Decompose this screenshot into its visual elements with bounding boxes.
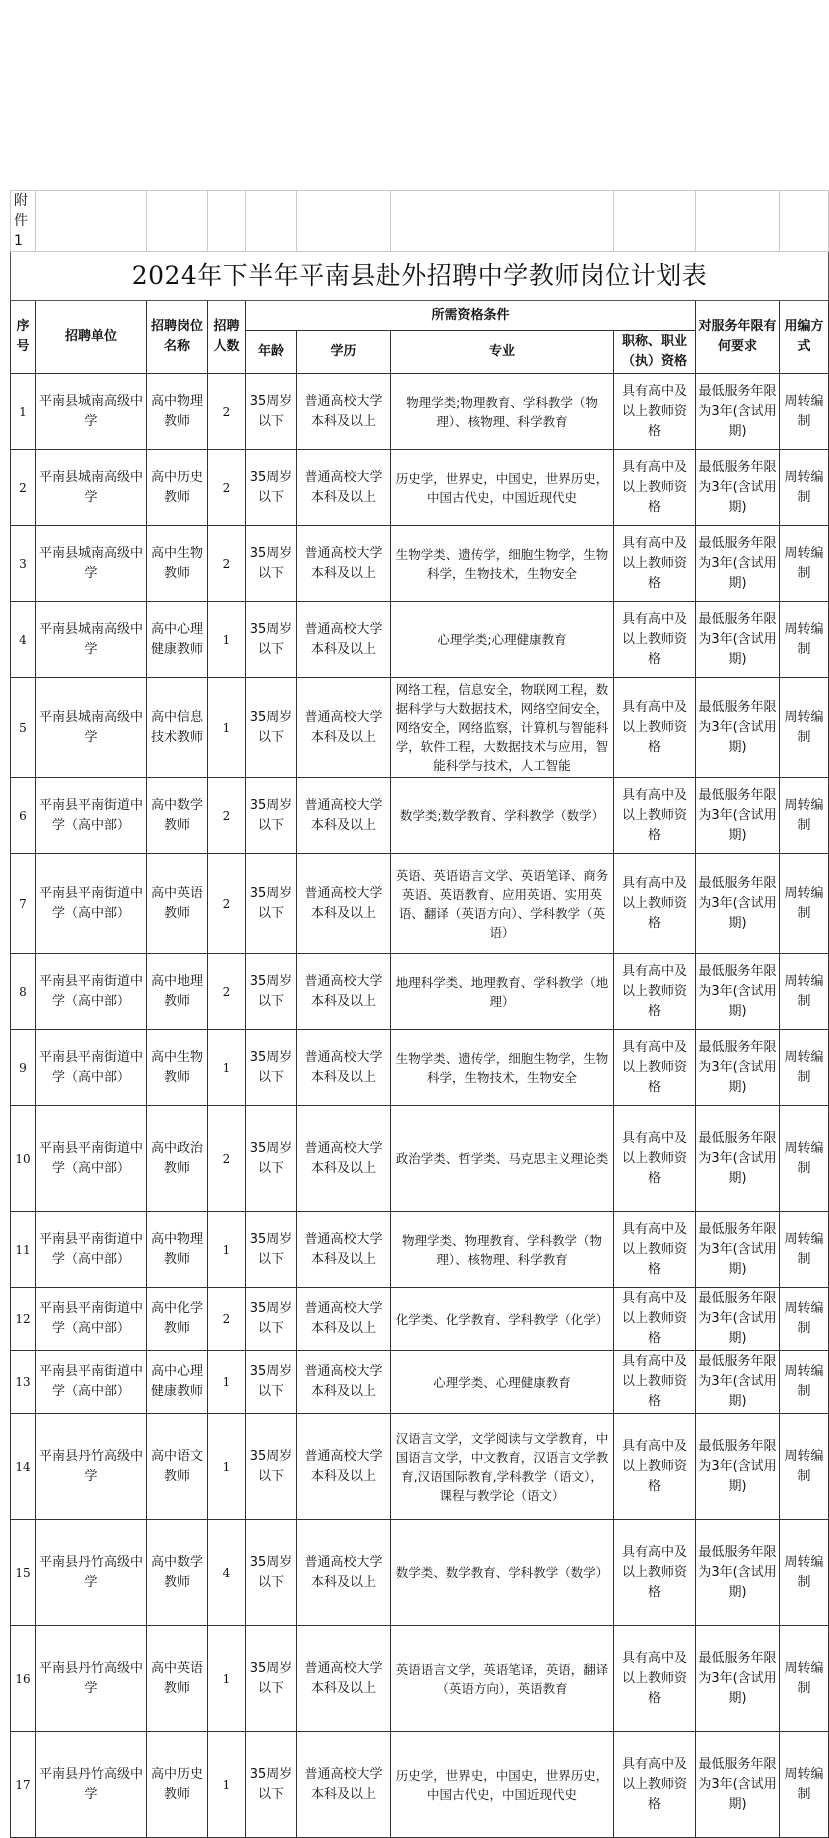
staffing-cell: 周转编制: [780, 778, 829, 854]
count-cell: 1: [208, 1212, 246, 1288]
education-cell: 普通高校大学本科及以上: [297, 602, 391, 678]
seq-cell: 9: [11, 1030, 36, 1106]
header-count: 招聘人数: [208, 301, 246, 374]
qualification-cell: 具有高中及以上教师资格: [614, 1626, 696, 1732]
service-cell: 最低服务年限为3年(含试用期): [696, 1288, 780, 1351]
qualification-cell: 具有高中及以上教师资格: [614, 374, 696, 450]
service-cell: 最低服务年限为3年(含试用期): [696, 854, 780, 954]
staffing-cell: 周转编制: [780, 678, 829, 778]
major-cell: 汉语言文学，文学阅读与文学教育，中国语言文学，中文教育，汉语言文学教育,汉语国际教育,学科教学（语文），课程与教学论（语文）: [391, 1414, 614, 1520]
post-cell: 高中心理健康教师: [147, 602, 208, 678]
staffing-cell: 周转编制: [780, 1414, 829, 1520]
unit-cell: 平南县城南高级中学: [36, 450, 147, 526]
count-cell: 4: [208, 1520, 246, 1626]
seq-cell: 10: [11, 1106, 36, 1212]
unit-cell: 平南县平南街道中学（高中部）: [36, 1288, 147, 1351]
unit-cell: 平南县平南街道中学（高中部）: [36, 1351, 147, 1414]
unit-cell: 平南县丹竹高级中学: [36, 1626, 147, 1732]
header-staffing: 用编方式: [780, 301, 829, 374]
unit-cell: 平南县平南街道中学（高中部）: [36, 1106, 147, 1212]
count-cell: 2: [208, 778, 246, 854]
count-cell: 1: [208, 1732, 246, 1838]
count-cell: 2: [208, 450, 246, 526]
unit-cell: 平南县城南高级中学: [36, 602, 147, 678]
staffing-cell: 周转编制: [780, 450, 829, 526]
count-cell: 1: [208, 1351, 246, 1414]
education-cell: 普通高校大学本科及以上: [297, 1414, 391, 1520]
age-cell: 35周岁以下: [246, 1626, 297, 1732]
unit-cell: 平南县平南街道中学（高中部）: [36, 1030, 147, 1106]
age-cell: 35周岁以下: [246, 450, 297, 526]
education-cell: 普通高校大学本科及以上: [297, 1626, 391, 1732]
unit-cell: 平南县丹竹高级中学: [36, 1520, 147, 1626]
post-cell: 高中地理教师: [147, 954, 208, 1030]
age-cell: 35周岁以下: [246, 374, 297, 450]
header-conditions: 所需资格条件: [246, 301, 696, 331]
education-cell: 普通高校大学本科及以上: [297, 1288, 391, 1351]
post-cell: 高中英语教师: [147, 854, 208, 954]
service-cell: 最低服务年限为3年(含试用期): [696, 526, 780, 602]
header-education: 学历: [297, 331, 391, 374]
staffing-cell: 周转编制: [780, 1520, 829, 1626]
table-row: [11, 1288, 829, 1351]
page-title: 2024年下半年平南县赴外招聘中学教师岗位计划表: [11, 252, 829, 301]
post-cell: 高中语文教师: [147, 1414, 208, 1520]
education-cell: 普通高校大学本科及以上: [297, 450, 391, 526]
table-row: [11, 1626, 829, 1732]
table-row: [11, 1106, 829, 1212]
qualification-cell: 具有高中及以上教师资格: [614, 1288, 696, 1351]
post-cell: 高中历史教师: [147, 1732, 208, 1838]
staffing-cell: 周转编制: [780, 1030, 829, 1106]
education-cell: 普通高校大学本科及以上: [297, 678, 391, 778]
seq-cell: 17: [11, 1732, 36, 1838]
header-post: 招聘岗位名称: [147, 301, 208, 374]
count-cell: 1: [208, 602, 246, 678]
seq-cell: 1: [11, 374, 36, 450]
service-cell: 最低服务年限为3年(含试用期): [696, 374, 780, 450]
seq-cell: 16: [11, 1626, 36, 1732]
major-cell: 心理学类、心理健康教育: [391, 1351, 614, 1414]
major-cell: 政治学类、哲学类、马克思主义理论类: [391, 1106, 614, 1212]
count-cell: 1: [208, 1626, 246, 1732]
header-qualification: 职称、职业（执）资格: [614, 331, 696, 374]
qualification-cell: 具有高中及以上教师资格: [614, 854, 696, 954]
post-cell: 高中物理教师: [147, 374, 208, 450]
post-cell: 高中信息技术教师: [147, 678, 208, 778]
service-cell: 最低服务年限为3年(含试用期): [696, 1351, 780, 1414]
qualification-cell: 具有高中及以上教师资格: [614, 1351, 696, 1414]
seq-cell: 8: [11, 954, 36, 1030]
education-cell: 普通高校大学本科及以上: [297, 1212, 391, 1288]
major-cell: 数学类;数学教育、学科教学（数学）: [391, 778, 614, 854]
staffing-cell: 周转编制: [780, 1626, 829, 1732]
service-cell: 最低服务年限为3年(含试用期): [696, 1414, 780, 1520]
table-row: [11, 678, 829, 778]
count-cell: 2: [208, 854, 246, 954]
staffing-cell: 周转编制: [780, 854, 829, 954]
staffing-cell: 周转编制: [780, 1212, 829, 1288]
header-seq: 序号: [11, 301, 36, 374]
major-cell: 物理学类;物理教育、学科教学（物理）、核物理、科学教育: [391, 374, 614, 450]
staffing-cell: 周转编制: [780, 602, 829, 678]
annex-row: [11, 191, 829, 252]
table-row: [11, 1414, 829, 1520]
service-cell: 最低服务年限为3年(含试用期): [696, 678, 780, 778]
table-row: [11, 854, 829, 954]
age-cell: 35周岁以下: [246, 854, 297, 954]
qualification-cell: 具有高中及以上教师资格: [614, 1030, 696, 1106]
major-cell: 生物学类、遗传学，细胞生物学，生物科学，生物技术，生物安全: [391, 1030, 614, 1106]
education-cell: 普通高校大学本科及以上: [297, 1030, 391, 1106]
staffing-cell: 周转编制: [780, 954, 829, 1030]
age-cell: 35周岁以下: [246, 1106, 297, 1212]
major-cell: 网络工程，信息安全，物联网工程，数据科学与大数据技术，网络空间安全，网络安全，网络监察，计算机与智能科学，软件工程，大数据技术与应用，智能科学与技术，人工智能: [391, 678, 614, 778]
unit-cell: 平南县平南街道中学（高中部）: [36, 778, 147, 854]
service-cell: 最低服务年限为3年(含试用期): [696, 450, 780, 526]
service-cell: 最低服务年限为3年(含试用期): [696, 1626, 780, 1732]
count-cell: 2: [208, 954, 246, 1030]
count-cell: 1: [208, 1414, 246, 1520]
major-cell: 地理科学类、地理教育、学科教学（地理）: [391, 954, 614, 1030]
unit-cell: 平南县平南街道中学（高中部）: [36, 854, 147, 954]
count-cell: 2: [208, 1288, 246, 1351]
table-row: [11, 1732, 829, 1838]
table-row: [11, 602, 829, 678]
service-cell: 最低服务年限为3年(含试用期): [696, 1520, 780, 1626]
table-row: [11, 954, 829, 1030]
staffing-cell: 周转编制: [780, 1106, 829, 1212]
major-cell: 物理学类、物理教育、学科教学（物理）、核物理、科学教育: [391, 1212, 614, 1288]
recruitment-table: [10, 190, 829, 1838]
header-row-1: [11, 301, 829, 331]
qualification-cell: 具有高中及以上教师资格: [614, 526, 696, 602]
education-cell: 普通高校大学本科及以上: [297, 1732, 391, 1838]
age-cell: 35周岁以下: [246, 1414, 297, 1520]
unit-cell: 平南县丹竹高级中学: [36, 1732, 147, 1838]
major-cell: 数学类、数学教育、学科教学（数学）: [391, 1520, 614, 1626]
education-cell: 普通高校大学本科及以上: [297, 1106, 391, 1212]
staffing-cell: 周转编制: [780, 526, 829, 602]
count-cell: 2: [208, 1106, 246, 1212]
major-cell: 化学类、化学教育、学科教学（化学）: [391, 1288, 614, 1351]
age-cell: 35周岁以下: [246, 1212, 297, 1288]
qualification-cell: 具有高中及以上教师资格: [614, 954, 696, 1030]
seq-cell: 13: [11, 1351, 36, 1414]
education-cell: 普通高校大学本科及以上: [297, 1351, 391, 1414]
staffing-cell: 周转编制: [780, 1288, 829, 1351]
table-row: [11, 1351, 829, 1414]
unit-cell: 平南县城南高级中学: [36, 526, 147, 602]
seq-cell: 5: [11, 678, 36, 778]
table-row: [11, 778, 829, 854]
count-cell: 2: [208, 374, 246, 450]
age-cell: 35周岁以下: [246, 1030, 297, 1106]
table-row: [11, 1520, 829, 1626]
major-cell: 历史学，世界史，中国史，世界历史，中国古代史，中国近现代史: [391, 1732, 614, 1838]
age-cell: 35周岁以下: [246, 1351, 297, 1414]
service-cell: 最低服务年限为3年(含试用期): [696, 1106, 780, 1212]
qualification-cell: 具有高中及以上教师资格: [614, 778, 696, 854]
count-cell: 1: [208, 1030, 246, 1106]
qualification-cell: 具有高中及以上教师资格: [614, 1212, 696, 1288]
post-cell: 高中数学教师: [147, 1520, 208, 1626]
service-cell: 最低服务年限为3年(含试用期): [696, 602, 780, 678]
service-cell: 最低服务年限为3年(含试用期): [696, 1732, 780, 1838]
age-cell: 35周岁以下: [246, 778, 297, 854]
table-row: [11, 1212, 829, 1288]
header-unit: 招聘单位: [36, 301, 147, 374]
staffing-cell: 周转编制: [780, 1732, 829, 1838]
table-row: [11, 526, 829, 602]
post-cell: 高中英语教师: [147, 1626, 208, 1732]
major-cell: 心理学类;心理健康教育: [391, 602, 614, 678]
education-cell: 普通高校大学本科及以上: [297, 778, 391, 854]
education-cell: 普通高校大学本科及以上: [297, 374, 391, 450]
seq-cell: 11: [11, 1212, 36, 1288]
qualification-cell: 具有高中及以上教师资格: [614, 1106, 696, 1212]
table-row: [11, 1030, 829, 1106]
seq-cell: 6: [11, 778, 36, 854]
annex-label: 附件1: [11, 191, 36, 252]
qualification-cell: 具有高中及以上教师资格: [614, 602, 696, 678]
unit-cell: 平南县丹竹高级中学: [36, 1414, 147, 1520]
seq-cell: 15: [11, 1520, 36, 1626]
qualification-cell: 具有高中及以上教师资格: [614, 450, 696, 526]
header-major: 专业: [391, 331, 614, 374]
service-cell: 最低服务年限为3年(含试用期): [696, 1030, 780, 1106]
age-cell: 35周岁以下: [246, 526, 297, 602]
major-cell: 生物学类、遗传学，细胞生物学，生物科学，生物技术，生物安全: [391, 526, 614, 602]
service-cell: 最低服务年限为3年(含试用期): [696, 778, 780, 854]
post-cell: 高中数学教师: [147, 778, 208, 854]
seq-cell: 14: [11, 1414, 36, 1520]
seq-cell: 12: [11, 1288, 36, 1351]
seq-cell: 4: [11, 602, 36, 678]
post-cell: 高中化学教师: [147, 1288, 208, 1351]
post-cell: 高中生物教师: [147, 1030, 208, 1106]
service-cell: 最低服务年限为3年(含试用期): [696, 1212, 780, 1288]
age-cell: 35周岁以下: [246, 1732, 297, 1838]
count-cell: 2: [208, 526, 246, 602]
qualification-cell: 具有高中及以上教师资格: [614, 1414, 696, 1520]
education-cell: 普通高校大学本科及以上: [297, 954, 391, 1030]
header-service: 对服务年限有何要求: [696, 301, 780, 374]
seq-cell: 2: [11, 450, 36, 526]
seq-cell: 7: [11, 854, 36, 954]
header-age: 年龄: [246, 331, 297, 374]
major-cell: 历史学，世界史，中国史，世界历史，中国古代史，中国近现代史: [391, 450, 614, 526]
seq-cell: 3: [11, 526, 36, 602]
unit-cell: 平南县城南高级中学: [36, 678, 147, 778]
unit-cell: 平南县平南街道中学（高中部）: [36, 954, 147, 1030]
post-cell: 高中政治教师: [147, 1106, 208, 1212]
recruitment-sheet: [10, 190, 828, 1812]
post-cell: 高中历史教师: [147, 450, 208, 526]
age-cell: 35周岁以下: [246, 602, 297, 678]
major-cell: 英语、英语语言文学、英语笔译、商务英语、英语教育、应用英语、实用英语、翻译（英语方向）、学科教学（英语）: [391, 854, 614, 954]
unit-cell: 平南县城南高级中学: [36, 374, 147, 450]
major-cell: 英语语言文学，英语笔译，英语，翻译（英语方向），英语教育: [391, 1626, 614, 1732]
age-cell: 35周岁以下: [246, 1288, 297, 1351]
education-cell: 普通高校大学本科及以上: [297, 854, 391, 954]
count-cell: 1: [208, 678, 246, 778]
post-cell: 高中物理教师: [147, 1212, 208, 1288]
table-row: [11, 374, 829, 450]
unit-cell: 平南县平南街道中学（高中部）: [36, 1212, 147, 1288]
education-cell: 普通高校大学本科及以上: [297, 1520, 391, 1626]
staffing-cell: 周转编制: [780, 374, 829, 450]
qualification-cell: 具有高中及以上教师资格: [614, 1732, 696, 1838]
table-row: [11, 450, 829, 526]
post-cell: 高中心理健康教师: [147, 1351, 208, 1414]
staffing-cell: 周转编制: [780, 1351, 829, 1414]
post-cell: 高中生物教师: [147, 526, 208, 602]
title-row: [11, 252, 829, 301]
qualification-cell: 具有高中及以上教师资格: [614, 1520, 696, 1626]
qualification-cell: 具有高中及以上教师资格: [614, 678, 696, 778]
education-cell: 普通高校大学本科及以上: [297, 526, 391, 602]
age-cell: 35周岁以下: [246, 954, 297, 1030]
age-cell: 35周岁以下: [246, 1520, 297, 1626]
age-cell: 35周岁以下: [246, 678, 297, 778]
service-cell: 最低服务年限为3年(含试用期): [696, 954, 780, 1030]
